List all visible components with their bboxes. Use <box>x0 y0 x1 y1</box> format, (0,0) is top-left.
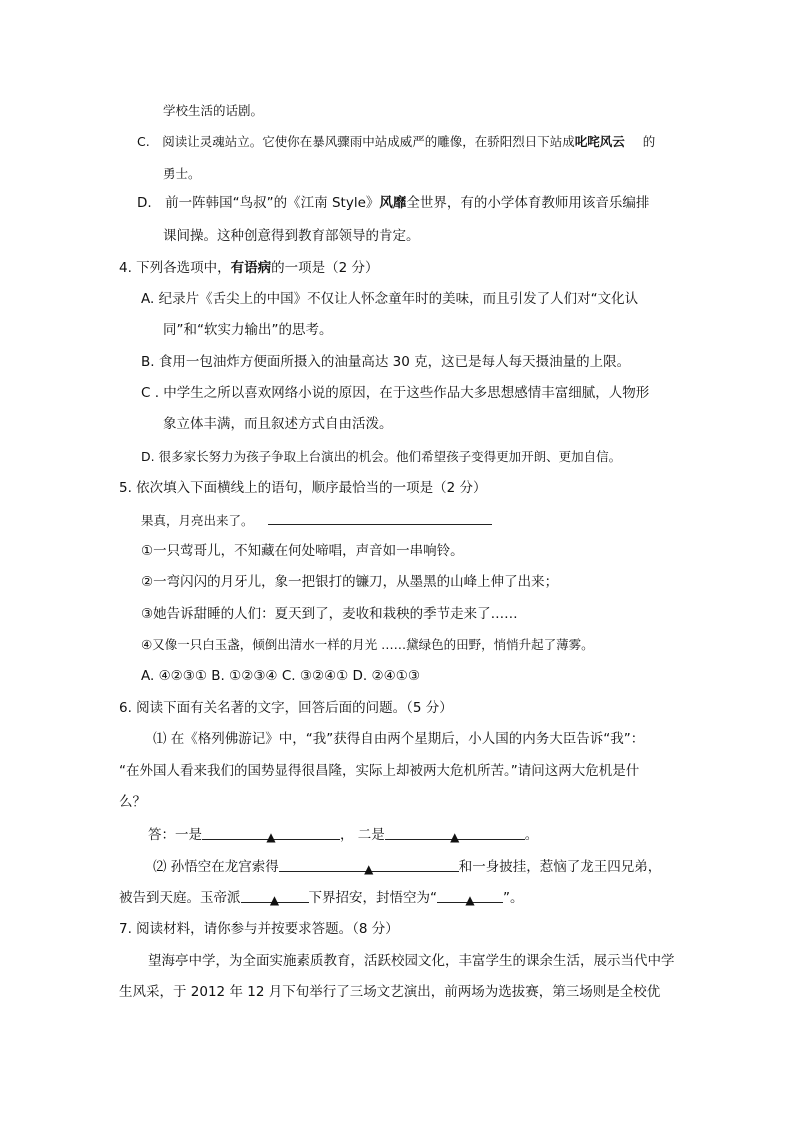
text-span: 被告到天庭。玉帝派 <box>119 890 241 906</box>
triangle-icon: ▲ <box>465 893 475 907</box>
text-span: ⑵ 孙悟空在龙宫索得 <box>153 859 279 875</box>
text-span: D. 前一阵韩国“鸟叔”的《江南 Style》 <box>137 195 380 211</box>
answer-blank <box>268 510 492 525</box>
triangle-icon: ▲ <box>364 862 374 876</box>
q5-sentence-1: ①一只莺哥儿，不知藏在何处啼唱，声音如一串响铃。 <box>141 543 464 559</box>
q4-option-b: B. 食用一包油炸方便面所摄入的油量高达 30 克，这已是每人每天摄油量的上限。 <box>141 354 631 370</box>
question-7-title: 7. 阅读材料，请你参与并按要求答题。（8 分） <box>119 921 399 937</box>
q5-sentence-2: ②一弯闪闪的月牙儿，象一把银打的镰刀，从墨黑的山峰上伸了出来； <box>141 574 559 590</box>
text-span: 4. 下列各选项中， <box>119 260 231 276</box>
q4-option-a-cont: 同”和“软实力输出”的思考。 <box>163 322 333 338</box>
q6-part-1: ⑴ 在《格列佛游记》中，“我”获得自由两个星期后，小人国的内务大臣告诉“我”： <box>153 731 645 747</box>
text-span: 全世界，有的小学体育教师用该音乐编排 <box>406 195 650 211</box>
answer-blank <box>202 825 340 844</box>
question-5-title: 5. 依次填入下面横线上的语句，顺序最恰当的一项是（2 分） <box>119 480 487 496</box>
text-span: C. 阅读让灵魂站立。它使你在暴风骤雨中站成威严的雕像，在骄阳烈日下站成 <box>137 134 575 149</box>
bold-word: 有语病 <box>230 260 272 276</box>
text-line: 学校生活的话剧。 <box>163 103 264 118</box>
bold-word: 叱咤风云 <box>574 134 625 149</box>
text-span: 答：一是 <box>148 827 202 843</box>
q6-answer-line <box>148 825 538 845</box>
text-span: 。 <box>524 827 539 843</box>
option-c-line <box>137 132 655 152</box>
text-line: 勇士。 <box>163 166 201 181</box>
text-span: 下界招安，封悟空为“ <box>308 890 437 906</box>
q5-sentence-4: ④又像一只白玉盏，倾倒出清水一样的月光 ……黛绿色的田野，悄悄升起了薄雾。 <box>141 637 594 652</box>
q4-option-d: D. 很多家长努力为孩子争取上台演出的机会。他们希望孩子变得更加开朗、更加自信。 <box>141 449 622 464</box>
bold-word: 风靡 <box>379 195 407 211</box>
triangle-icon: ▲ <box>269 893 280 907</box>
q4-option-c: C . 中学生之所以喜欢网络小说的原因，在于这些作品大多思想感情丰富细腻，人物形 <box>141 385 650 401</box>
text-span: 的一项是（2 分） <box>271 260 379 276</box>
text-span: 的 <box>642 134 656 149</box>
answer-blank <box>437 888 503 907</box>
q5-lead-line <box>141 510 492 531</box>
q6-part-1-cont: 么？ <box>119 794 146 810</box>
q4-option-c-cont: 象立体丰满，而且叙述方式自由活泼。 <box>163 416 393 432</box>
text-span: 果真，月亮出来了。 <box>141 513 254 528</box>
triangle-icon: ▲ <box>450 830 460 844</box>
answer-blank <box>241 888 309 907</box>
answer-blank <box>385 825 525 844</box>
question-6-title: 6. 阅读下面有关名著的文字，回答后面的问题。（5 分） <box>119 700 453 716</box>
q7-paragraph-cont: 生风采，于 2012 年 12 月下旬举行了三场文艺演出，前两场为选拔赛，第三场则是全校优 <box>119 984 661 1000</box>
q5-sentence-3: ③她告诉甜睡的人们：夏天到了，麦收和栽秧的季节走来了…… <box>141 606 518 622</box>
q6-part-2-cont <box>119 888 524 908</box>
q6-part-2 <box>153 857 661 877</box>
text-span: 和一身披挂，惹恼了龙王四兄弟， <box>458 859 662 875</box>
q5-options: A. ④②③① B. ①②③④ C. ③②④① D. ②④①③ <box>141 668 420 684</box>
triangle-icon: ▲ <box>266 830 276 844</box>
text-line: 课间操。这种创意得到教育部领导的肯定。 <box>163 228 420 244</box>
text-span: ”。 <box>503 890 524 906</box>
text-span: ， 二是 <box>340 827 385 843</box>
option-d-line <box>137 193 649 213</box>
q7-paragraph: 望海亭中学，为全面实施素质教育，活跃校园文化，丰富学生的课余生活，展示当代中学 <box>148 953 675 969</box>
question-4-title <box>119 258 379 278</box>
answer-blank <box>279 857 459 876</box>
q4-option-a: A. 纪录片《舌尖上的中国》不仅让人怀念童年时的美味，而且引发了人们对“文化认 <box>141 291 639 307</box>
q6-part-1-cont: “在外国人看来我们的国势显得很昌隆，实际上却被两大危机所苦。”请问这两大危机是什 <box>119 763 640 779</box>
